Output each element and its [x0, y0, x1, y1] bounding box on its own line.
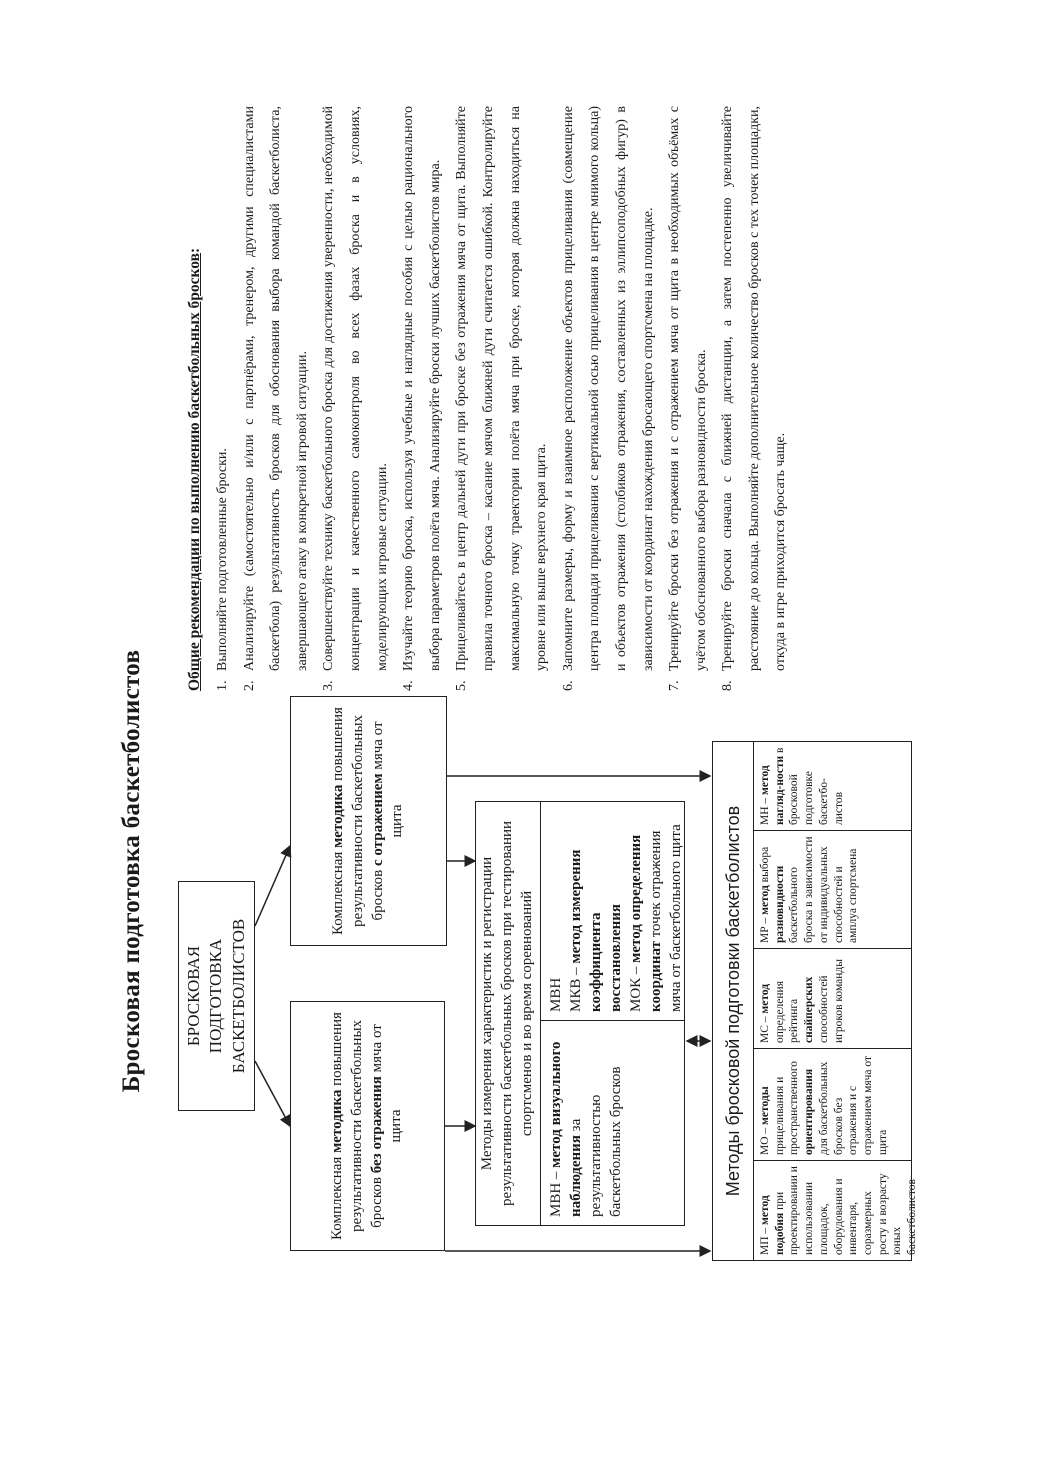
recommendation-text: Анализируйте (самостоятельно и/или с партнёрами, тренером, другими специалистами баскетбола) результативность бросков для обоснования выбора командой баскетболиста, завершающего атаку в конкретной игровой ситуации. — [241, 106, 310, 671]
method-text: МР – — [759, 914, 771, 943]
method-text: МС – — [759, 1013, 771, 1043]
recommendation-item — [396, 106, 449, 691]
main-box-line: БРОСКОВАЯ — [184, 945, 204, 1047]
method-text: МО – — [759, 1124, 771, 1155]
main-box-line: ПОДГОТОВКА — [206, 938, 226, 1054]
recommendation-number: 2. — [241, 680, 257, 691]
recommendations-heading-text: Общие рекомендации по выполнению баскетбольных бросков — [186, 253, 203, 691]
recommendation-text: Прицеливайтесь в центр дальней дуги при броске без отражения мяча от щита. Выполняйте правила точного броска – касание мячом ближней дуги считается ошибкой. Контролируйте максимальную точку траектории полёта мяча при броске, которая должна находиться на уровне или выше верхнего края щита. — [454, 106, 550, 671]
recommendation-text: Тренируйте броски без отражения и с отражением мяча от щита в необходимых объёмах с учётом обоснованного выбора разновидности броска. — [667, 106, 709, 671]
method-column — [753, 1048, 911, 1160]
method-text: прицеливания и пространственного — [773, 1060, 801, 1155]
right-box-text: повышения результативности баскетбольных бросков — [329, 707, 386, 928]
measurement-right-cell — [541, 802, 684, 1020]
right-box-text: мяча от щита — [369, 721, 406, 838]
recommendations-section — [186, 106, 795, 691]
main-box — [178, 881, 255, 1111]
recommendation-item — [210, 106, 237, 691]
method-column — [753, 948, 911, 1048]
recommendation-item — [316, 106, 396, 691]
recommendations-heading — [186, 106, 204, 691]
method-text: в бросковой подготовке баскетбо-листов — [773, 747, 845, 825]
recommendation-text: Совершенствуйте технику баскетбольного броска для достижения уверенности, необходимой концентрации и качественного самоконтроля во всех фазах броска и в условиях, моделирующих игровые ситуации. — [321, 106, 390, 671]
method-bold: методы — [759, 1086, 771, 1125]
recommendation-item — [662, 106, 715, 691]
method-text: баскетбольного броска в зависимости от индивидуальных способностей и амплуа спортсмена — [788, 836, 860, 943]
measure-left-text: за результативностью баскетбольных бросков — [567, 1066, 624, 1217]
method-column — [753, 742, 911, 830]
method-text: выбора — [759, 846, 771, 886]
method-bold: метод — [759, 885, 771, 915]
method-bold: метод — [759, 983, 771, 1014]
recommendation-number: 4. — [401, 680, 417, 691]
left-box-text: мяча от щита — [368, 1024, 405, 1143]
measure-right-bold: метод определения координат — [627, 834, 664, 1012]
main-box-line: БАСКЕТБОЛИСТОВ — [228, 918, 248, 1074]
recommendation-item — [237, 106, 317, 691]
recommendation-item — [449, 106, 555, 691]
recommendation-text: Тренируйте броски сначала с ближней дистанции, а затем постепенно увеличивайте расстояние до кольца. Выполняйте дополнительное количество бросков с тех точек площадки, откуда в игре приходится бросать чаще. — [720, 106, 789, 671]
right-box-bold: методика — [329, 784, 346, 848]
recommendation-number: 6. — [560, 680, 576, 691]
method-bold: метод нагляд-ности — [759, 755, 786, 825]
measure-left-bold: метод визуального наблюдения — [548, 1041, 584, 1217]
method-column — [753, 1160, 919, 1260]
recommendation-item — [556, 106, 662, 691]
page-title: Бросковая подготовка баскетболистов — [118, 649, 145, 1093]
recommendation-number: 1. — [215, 680, 230, 691]
left-box-bold: методика — [328, 1089, 345, 1153]
recommendation-number: 8. — [720, 680, 736, 691]
recommendations-list — [210, 106, 795, 691]
method-text: способностей игроков команды — [817, 959, 845, 1043]
recommendation-text: Изучайте теорию броска, используя учебные и наглядные пособия с целью рационального выбора параметров полёта мяча. Анализируйте броски лучших баскетболистов мира. — [401, 106, 443, 671]
left-box-text: Комплексная — [328, 1152, 345, 1240]
method-bold: разновидности — [773, 865, 786, 943]
method-text: МН – — [759, 794, 771, 825]
recommendation-item — [715, 106, 795, 691]
recommendation-number: 3. — [321, 680, 337, 691]
method-bold: снайперских — [803, 976, 816, 1043]
right-box-text: Комплексная — [329, 847, 346, 935]
measure-right-text: точек отражения мяча от баскетбольного щита — [647, 824, 684, 1012]
arrow-main-to-right — [255, 846, 290, 926]
measure-right-bold: метод измерения коэффициента восстановления — [567, 849, 624, 1012]
recommendation-text: Выполняйте подготовленные броски. — [215, 448, 230, 671]
recommendation-text: Запомните размеры, форму и взаимное расположение объектов прицеливания (совмещение центра площади прицеливания с вертикальной осью прицеливания в центре мнимого кольца) и объектов отражения (столбиков отражения, составленных из эллипсоподобных фигур) в зависимости от координат нахождения бросающего спортсмена на площадке. — [560, 106, 656, 671]
method-text: МП – — [759, 1224, 771, 1255]
left-box-text: повышения результативности баскетбольных бросков — [328, 1012, 385, 1233]
measure-left-text: МВН – — [548, 1167, 564, 1217]
method-bold: ориентирования — [803, 1068, 816, 1155]
method-text: для баскетбольных бросков без отражения и с отражением мяча от щита — [817, 1055, 889, 1155]
training-methods-box — [712, 741, 919, 1261]
training-methods-title: Методы бросковой подготовки баскетболистов — [713, 742, 754, 1260]
arrow-main-to-left — [255, 1061, 290, 1126]
measurement-header: Методы измерения характеристик и регистрации результативности баскетбольных бросков при тестировании спортсменов и во время соревнований — [476, 802, 541, 1225]
measurement-left-cell — [541, 1020, 684, 1225]
method-text: при проектировании и использовании площадок, оборудования и инвентаря, соразмерных росту и возрасту юных баскетболистов — [773, 1166, 919, 1255]
method-bold: метод подобия — [759, 1195, 786, 1255]
recommendation-number: 7. — [667, 680, 683, 691]
method-column — [753, 830, 911, 948]
recommendation-number: 5. — [454, 680, 470, 691]
measure-right-text: МОК – — [627, 962, 644, 1012]
recommendations-heading-colon: : — [186, 247, 203, 253]
left-box-bold: без отражения — [368, 1076, 385, 1174]
method-without-reflection-box — [290, 1001, 445, 1251]
method-text: определения рейтинга — [773, 980, 801, 1043]
right-box-bold: с отражением — [369, 773, 386, 867]
measure-right-text: МКВ – — [567, 963, 584, 1012]
measurement-methods-box — [475, 801, 685, 1226]
method-with-reflection-box — [290, 696, 447, 946]
measure-right-mvn: МВН — [548, 977, 564, 1012]
